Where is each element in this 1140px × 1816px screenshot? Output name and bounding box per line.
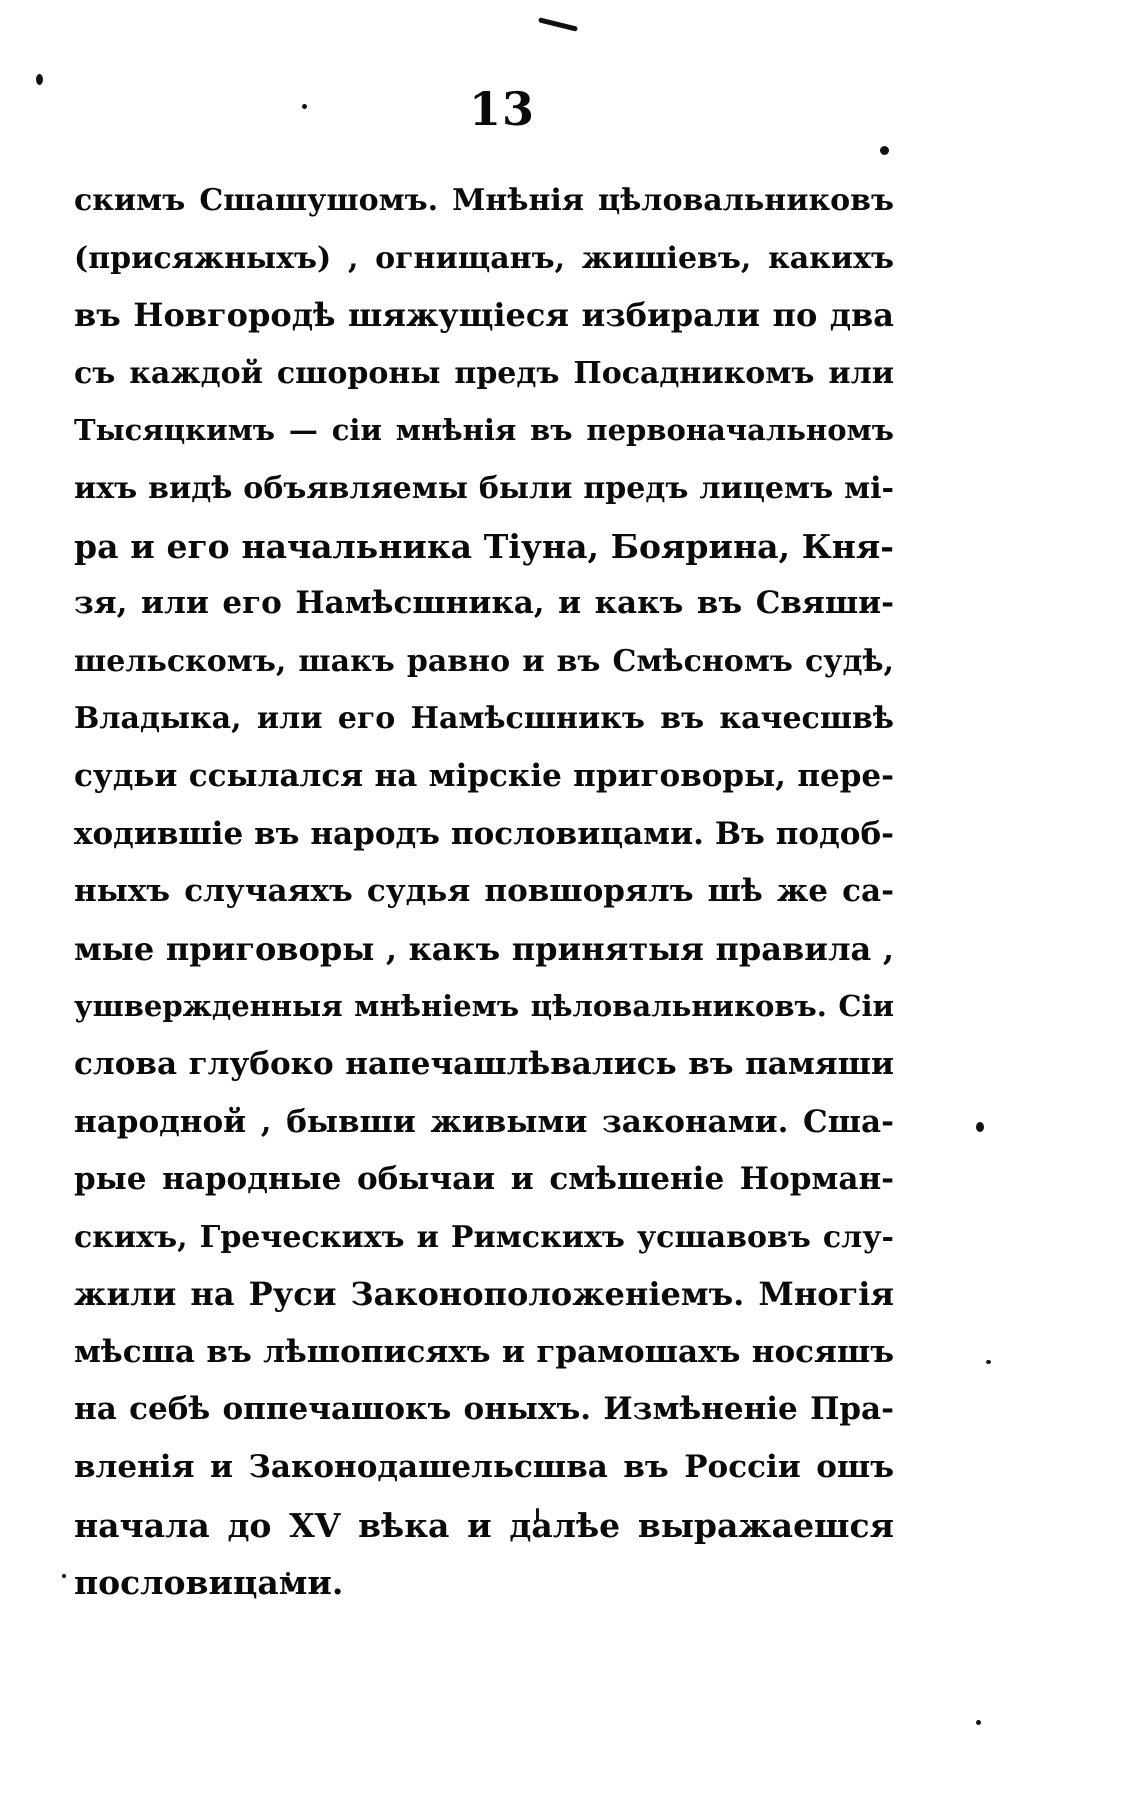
text-line: судьи ссылался на мірскіе приговоры, пере-: [74, 757, 894, 794]
text-line: народной , бывши живыми законами. Сша-: [74, 1103, 894, 1140]
text-line: ушвержденныя мнѣніемъ цѣловальниковъ. Сіи: [74, 989, 894, 1024]
text-line: рые народные обычаи и смѣшеніе Норман-: [74, 1161, 894, 1198]
text-line: скимъ Сшашушомъ. Мнѣнія цѣловальниковъ: [74, 183, 894, 218]
scan-speck: [976, 1720, 981, 1725]
text-line: ныхъ случаяхъ судья повшорялъ шѣ же са-: [74, 873, 894, 910]
body-text: [74, 172, 894, 1612]
scan-speck: [976, 1122, 984, 1132]
text-line: на себѣ оппечашокъ оныхъ. Измѣненіе Пра-: [74, 1391, 894, 1428]
scan-speck: [62, 1574, 66, 1578]
text-line: съ каждой сшороны предъ Посадникомъ или: [74, 355, 894, 391]
text-line: вленія и Законодашельсшва въ Россіи ошъ: [74, 1449, 894, 1486]
text-line: въ Новгородѣ шяжущіеся избирали по два: [74, 296, 894, 335]
text-line: начала до XV вѣка и далѣе выражаешся: [74, 1505, 894, 1545]
text-line: ра и его начальника Тіуна, Боярина, Кня-: [74, 526, 894, 566]
text-line: ихъ видѣ объявляемы были предъ лицемъ мі-: [74, 470, 894, 506]
text-line: скихъ, Греческихъ и Римскихъ усшавовъ слу-: [74, 1219, 894, 1255]
text-line: жили на Руси Законоположеніемъ. Многія: [74, 1275, 894, 1314]
text-line: слова глубоко напечашлѣвались въ памяши: [74, 1045, 894, 1082]
scan-speck: [880, 146, 889, 155]
text-line: Владыка, или его Намѣсшникъ въ качесшвѣ: [74, 701, 894, 737]
text-line: шельскомъ, шакъ равно и въ Смѣсномъ судѣ,: [74, 643, 894, 679]
scan-mark: [538, 17, 578, 32]
text-line: ходившіе въ народъ пословицами. Въ подоб-: [74, 815, 894, 852]
text-line: мѣсша въ лѣшописяхъ и грамошахъ носяшъ: [74, 1333, 894, 1370]
text-line: Тысяцкимъ — сіи мнѣнія въ первоначальномъ: [74, 413, 894, 448]
page-number: 13: [468, 82, 535, 136]
text-line: пословицами.: [74, 1563, 344, 1603]
scan-speck: [986, 1360, 991, 1364]
text-line: мые приговоры , какъ принятыя правила ,: [74, 929, 894, 968]
text-line: зя, или его Намѣсшника, и какъ въ Свяши-: [74, 585, 894, 622]
text-line: (присяжныхъ) , огнищанъ, жишіевъ, какихъ: [74, 240, 894, 276]
